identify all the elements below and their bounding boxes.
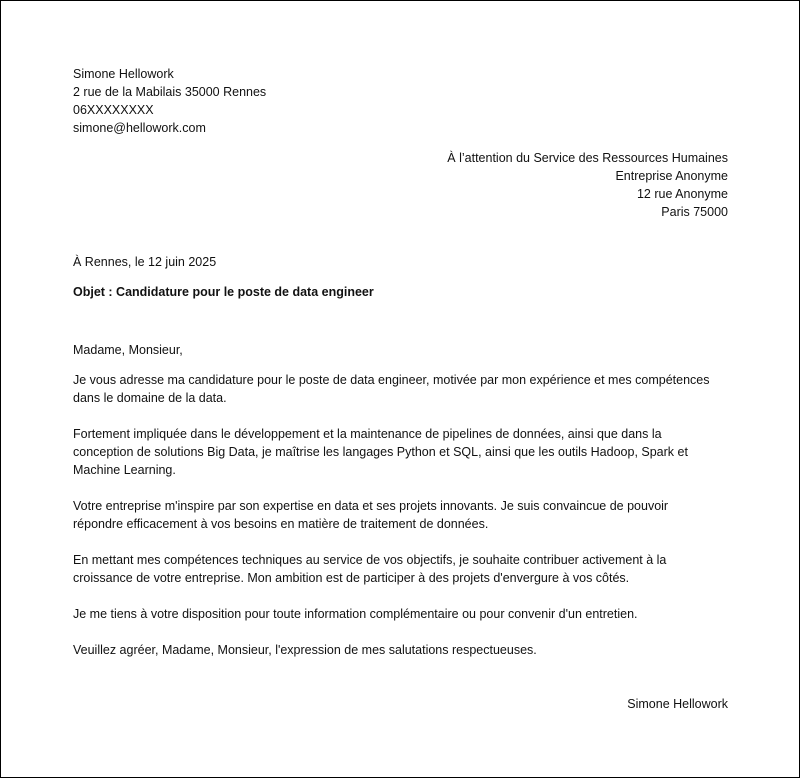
recipient-attention: À l’attention du Service des Ressources Humaines	[447, 151, 728, 165]
recipient-street: 12 rue Anonyme	[636, 187, 728, 201]
paragraph-line: Veuillez agréer, Madame, Monsieur, l'expression de mes salutations respectueuses.	[73, 643, 537, 657]
body-paragraph	[73, 497, 728, 533]
paragraph-line: En mettant mes compétences techniques au service de vos objectifs, je souhaite contribuer activement à la	[73, 553, 667, 567]
sender-email: simone@hellowork.com	[73, 121, 206, 135]
body-paragraph	[73, 371, 728, 407]
letter-body	[73, 371, 728, 659]
signature: Simone Hellowork	[627, 697, 728, 711]
date-line: À Rennes, le 12 juin 2025	[73, 255, 217, 269]
letter-content	[73, 65, 728, 713]
sender-block	[73, 65, 728, 137]
subject-line: Objet : Candidature pour le poste de data engineer	[73, 285, 374, 299]
greeting: Madame, Monsieur,	[73, 343, 183, 357]
paragraph-line: Fortement impliquée dans le développement et la maintenance de pipelines de données, ainsi que dans la	[73, 427, 662, 441]
paragraph-line: conception de solutions Big Data, je maîtrise les langages Python et SQL, ainsi que les outils Hadoop, Spark et	[73, 445, 688, 459]
paragraph-line: répondre efficacement à vos besoins en matière de traitement de données.	[73, 517, 489, 531]
paragraph-line: Je vous adresse ma candidature pour le poste de data engineer, motivée par mon expérience et mes compétences	[73, 373, 710, 387]
sender-address: 2 rue de la Mabilais 35000 Rennes	[73, 85, 267, 99]
body-paragraph	[73, 641, 728, 659]
paragraph-line: croissance de votre entreprise. Mon ambition est de participer à des projets d'envergure à vos côtés.	[73, 571, 630, 585]
body-paragraph	[73, 425, 728, 479]
sender-phone: 06XXXXXXXX	[73, 103, 154, 117]
body-paragraph	[73, 605, 728, 623]
paragraph-line: Machine Learning.	[73, 463, 176, 477]
recipient-city: Paris 75000	[661, 205, 728, 219]
sender-name: Simone Hellowork	[73, 67, 174, 81]
recipient-company: Entreprise Anonyme	[615, 169, 728, 183]
paragraph-line: dans le domaine de la data.	[73, 391, 227, 405]
body-paragraph	[73, 551, 728, 587]
paragraph-line: Je me tiens à votre disposition pour toute information complémentaire ou pour convenir d'un entretien.	[73, 607, 638, 621]
paragraph-line: Votre entreprise m'inspire par son expertise en data et ses projets innovants. Je suis convaincue de pouvoir	[73, 499, 669, 513]
recipient-block	[73, 149, 728, 221]
